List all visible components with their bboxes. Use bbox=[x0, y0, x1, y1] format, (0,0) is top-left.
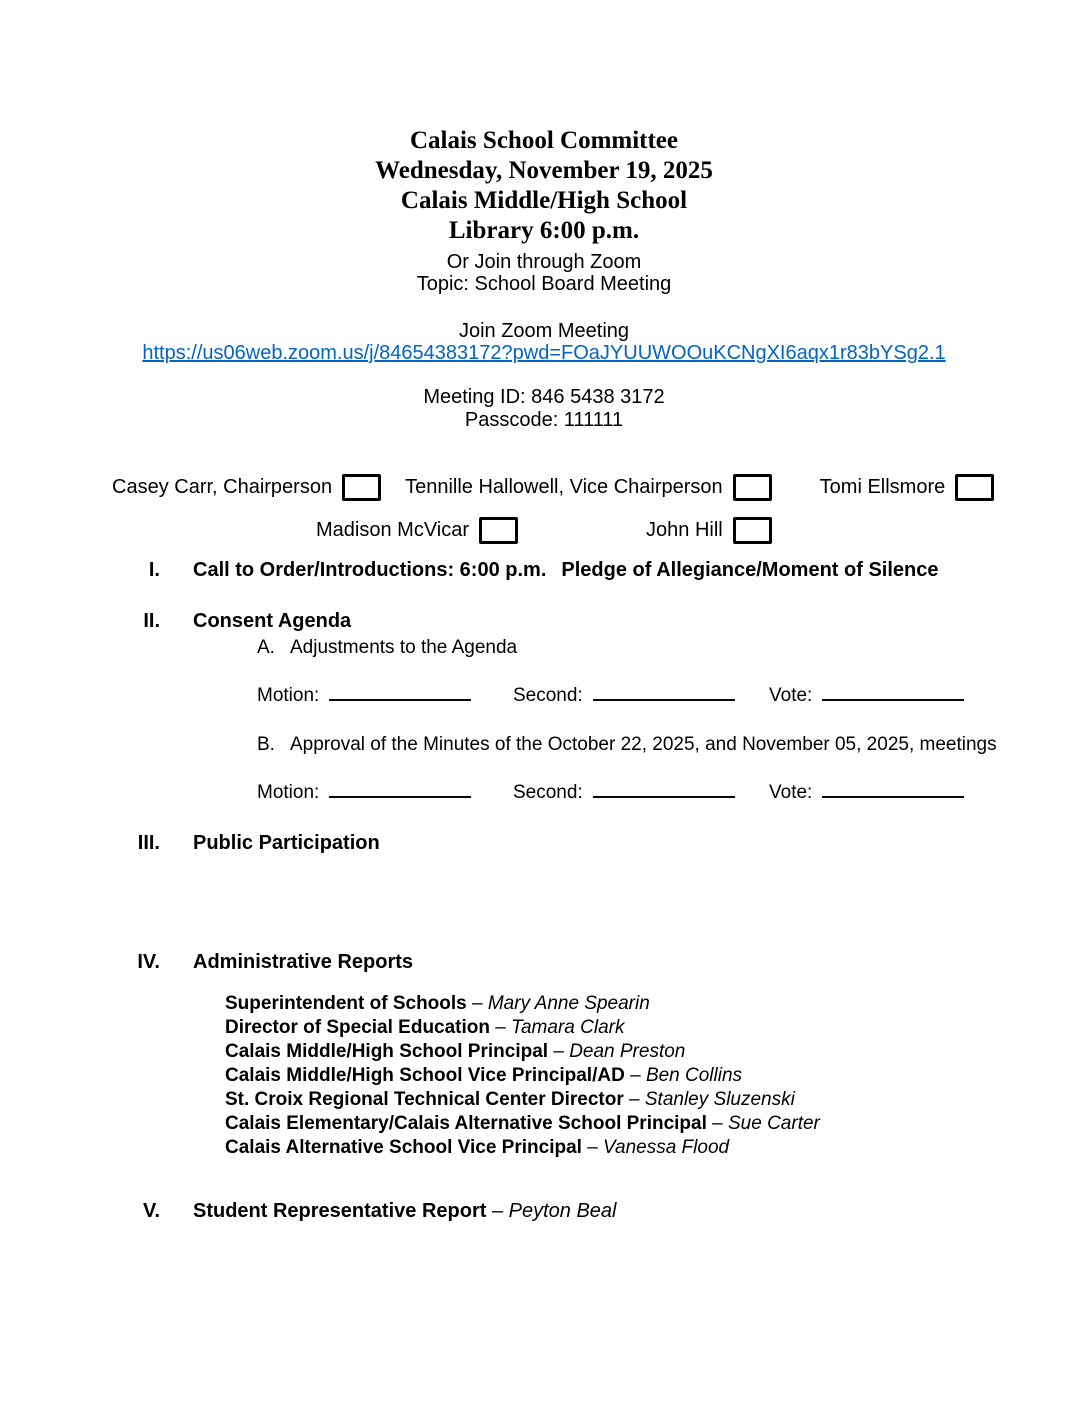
role-name-separator: – bbox=[486, 1200, 509, 1222]
zoom-meeting-link[interactable]: https://us06web.zoom.us/j/84654383172?pwd=FOaJYUUWOOuKCNgXI6aqx1r83bYSg2.1 bbox=[142, 342, 946, 364]
meeting-passcode: Passcode: 111111 bbox=[464, 409, 624, 431]
sub-item-letter-a: A. bbox=[257, 637, 275, 658]
call-to-order-title: Call to Order/Introductions: 6:00 p.m. bbox=[193, 559, 547, 581]
public-participation-title: Public Participation bbox=[193, 832, 380, 854]
vote-label: Vote: bbox=[769, 782, 813, 803]
attendance-checkbox-john-hill[interactable] bbox=[733, 517, 772, 544]
consent-sub-item-b bbox=[257, 734, 1088, 756]
administrative-reports-list bbox=[225, 992, 1088, 1160]
agenda-item-public-participation bbox=[0, 832, 1088, 854]
consent-agenda-title: Consent Agenda bbox=[193, 610, 352, 632]
report-person: Ben Collins bbox=[645, 1065, 743, 1086]
agenda-numeral-5: V. bbox=[142, 1200, 160, 1222]
attendance-checkbox-casey-carr[interactable] bbox=[342, 474, 381, 501]
administrative-reports-title: Administrative Reports bbox=[193, 951, 414, 973]
pledge-title: Pledge of Allegiance/Moment of Silence bbox=[561, 559, 939, 581]
sub-item-letter-b: B. bbox=[257, 734, 275, 755]
agenda-numeral-2: II. bbox=[143, 610, 160, 632]
agenda-item-call-to-order bbox=[0, 559, 1088, 581]
report-role: Calais Elementary/Calais Alternative School Principal bbox=[225, 1113, 707, 1134]
report-row-special-education bbox=[225, 1016, 1088, 1040]
role-name-separator: – bbox=[623, 1089, 645, 1110]
join-zoom-label: Join Zoom Meeting bbox=[458, 320, 630, 342]
report-role: Calais Middle/High School Principal bbox=[225, 1041, 549, 1062]
vote-blank-line bbox=[822, 687, 964, 701]
report-person: Sue Carter bbox=[728, 1113, 820, 1134]
second-label: Second: bbox=[513, 782, 583, 803]
doc-title-date: Wednesday, November 19, 2025 bbox=[375, 157, 713, 184]
motion-row-adjustments bbox=[257, 685, 1088, 707]
motion-label: Motion: bbox=[257, 782, 320, 803]
report-row-technical-center bbox=[225, 1088, 1088, 1112]
attendance-checkbox-madison-mcvicar[interactable] bbox=[479, 517, 518, 544]
motion-col bbox=[257, 782, 513, 804]
second-blank-line bbox=[593, 687, 735, 701]
zoom-link-line bbox=[0, 342, 1088, 364]
agenda-item-consent-agenda bbox=[0, 610, 1088, 632]
meeting-id: Meeting ID: 846 5438 3172 bbox=[423, 386, 665, 408]
attendee-name-madison-mcvicar: Madison McVicar bbox=[316, 518, 470, 541]
consent-sub-item-a bbox=[257, 637, 1088, 659]
agenda-numeral-3: III. bbox=[137, 832, 160, 854]
student-representative-title: Student Representative Report bbox=[193, 1200, 487, 1222]
report-person: Vanessa Flood bbox=[603, 1137, 730, 1158]
attendance-row-2 bbox=[0, 514, 1088, 546]
second-blank-line bbox=[593, 784, 735, 798]
minutes-approval-text: Approval of the Minutes of the October 22, 2025, and November 05, 2025, meetings bbox=[290, 734, 997, 755]
meeting-topic: Topic: School Board Meeting bbox=[416, 273, 672, 295]
role-name-separator: – bbox=[581, 1137, 604, 1158]
report-row-mhs-vice-principal bbox=[225, 1064, 1088, 1088]
report-role: Superintendent of Schools bbox=[225, 993, 467, 1014]
report-person: Dean Preston bbox=[569, 1041, 686, 1062]
motion-blank-line bbox=[329, 784, 471, 798]
agenda-item-administrative-reports bbox=[0, 951, 1088, 973]
role-name-separator: – bbox=[624, 1065, 646, 1086]
attendee-name-john-hill: John Hill bbox=[646, 518, 723, 541]
attendee-name-casey-carr: Casey Carr, Chairperson bbox=[112, 475, 333, 498]
vote-col bbox=[769, 685, 964, 707]
student-representative-name: Peyton Beal bbox=[508, 1200, 617, 1222]
report-role: St. Croix Regional Technical Center Director bbox=[225, 1089, 624, 1110]
report-role: Calais Middle/High School Vice Principal/AD bbox=[225, 1065, 625, 1086]
doc-title-location: Calais Middle/High School bbox=[400, 187, 688, 214]
motion-label: Motion: bbox=[257, 685, 320, 706]
doc-title-committee: Calais School Committee bbox=[409, 127, 679, 154]
attendance-checkbox-tomi-ellsmore[interactable] bbox=[955, 474, 994, 501]
vote-col bbox=[769, 782, 964, 804]
zoom-join-note: Or Join through Zoom bbox=[446, 251, 642, 273]
motion-col bbox=[257, 685, 513, 707]
agenda-item-student-representative bbox=[0, 1200, 1088, 1222]
second-col bbox=[513, 685, 769, 707]
document-header bbox=[0, 0, 1088, 432]
agenda-numeral-4: IV. bbox=[137, 951, 160, 973]
motion-blank-line bbox=[329, 687, 471, 701]
adjustments-text: Adjustments to the Agenda bbox=[290, 637, 518, 658]
role-name-separator: – bbox=[706, 1113, 728, 1134]
report-person: Tamara Clark bbox=[511, 1017, 625, 1038]
attendance-row-1 bbox=[0, 471, 1088, 503]
role-name-separator: – bbox=[548, 1041, 570, 1062]
role-name-separator: – bbox=[490, 1017, 512, 1038]
role-name-separator: – bbox=[466, 993, 488, 1014]
vote-label: Vote: bbox=[769, 685, 813, 706]
report-person: Stanley Sluzenski bbox=[644, 1089, 795, 1110]
report-row-elementary-principal bbox=[225, 1112, 1088, 1136]
second-label: Second: bbox=[513, 685, 583, 706]
motion-row-minutes bbox=[257, 782, 1088, 804]
report-row-superintendent bbox=[225, 992, 1088, 1016]
report-person: Mary Anne Spearin bbox=[487, 993, 650, 1014]
report-row-mhs-principal bbox=[225, 1040, 1088, 1064]
second-col bbox=[513, 782, 769, 804]
agenda-numeral-1: I. bbox=[148, 559, 160, 581]
vote-blank-line bbox=[822, 784, 964, 798]
report-row-alternative-vice-principal bbox=[225, 1136, 1088, 1160]
attendance-checkbox-tennille-hallowell[interactable] bbox=[733, 474, 772, 501]
attendee-name-tomi-ellsmore: Tomi Ellsmore bbox=[819, 475, 946, 498]
attendee-name-tennille-hallowell: Tennille Hallowell, Vice Chairperson bbox=[405, 475, 723, 498]
doc-title-room-time: Library 6:00 p.m. bbox=[448, 217, 640, 244]
report-role: Calais Alternative School Vice Principal bbox=[225, 1137, 582, 1158]
report-role: Director of Special Education bbox=[225, 1017, 490, 1038]
